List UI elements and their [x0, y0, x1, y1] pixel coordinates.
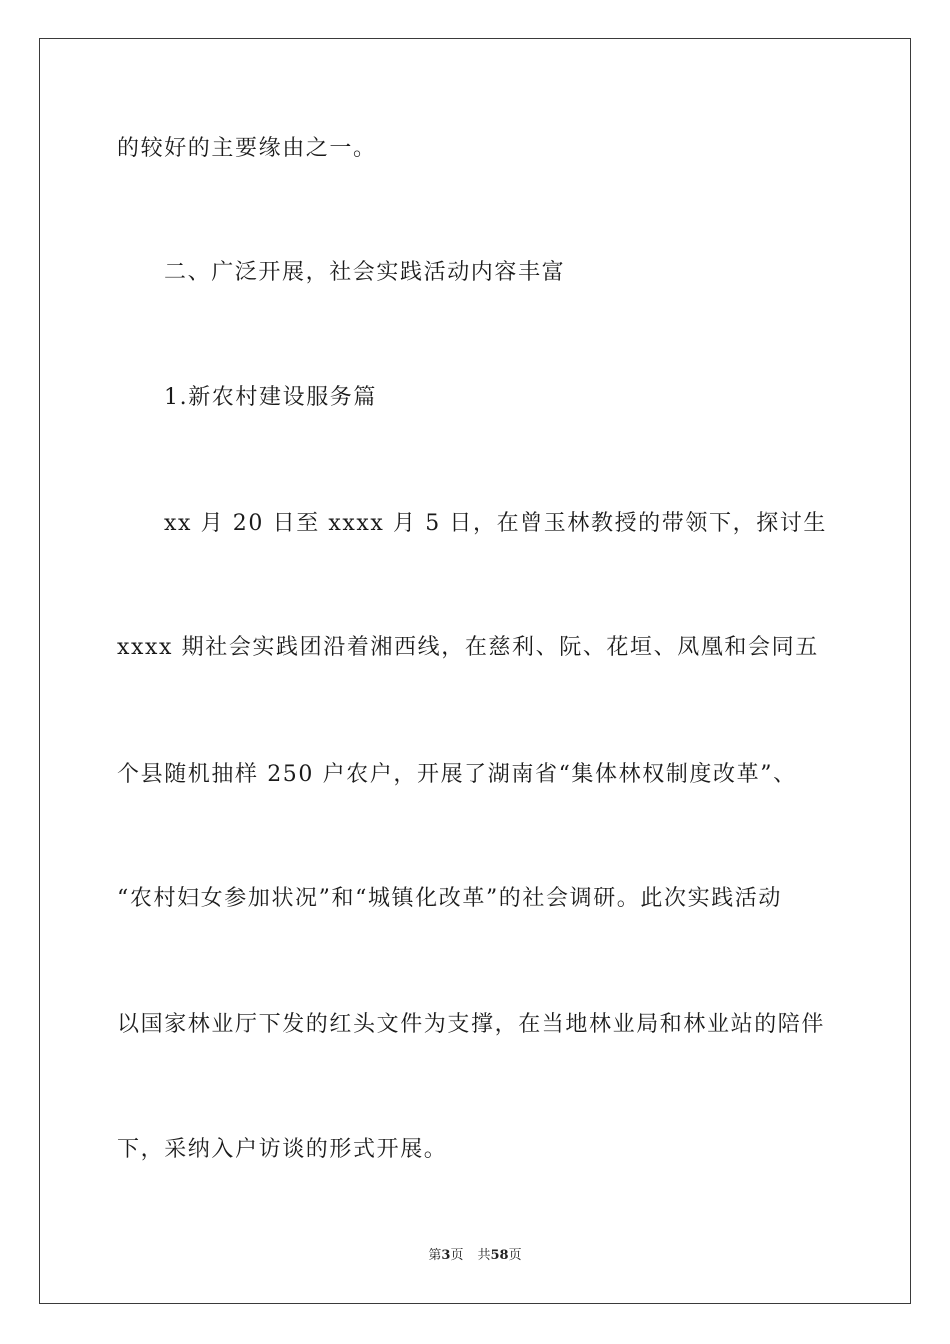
page-border: [39, 38, 911, 1304]
subsection-heading: 1.新农村建设服务篇: [164, 385, 377, 410]
section-heading: 二、广泛开展，社会实践活动内容丰富: [164, 260, 566, 285]
paragraph-line-5: 以国家林业厅下发的红头文件为支撑，在当地林业局和林业站的陪伴: [117, 1012, 826, 1037]
paragraph-line-2: xxxx 期社会实践团沿着湘西线，在慈利、阮、花垣、凤凰和会同五: [117, 635, 819, 660]
page-footer: [0, 1247, 950, 1265]
page-prefix: 第: [428, 1248, 442, 1263]
page-number: 3: [441, 1248, 451, 1263]
paragraph-line-4: “农村妇女参加状况”和“城镇化改革”的社会调研。此次实践活动: [117, 886, 782, 911]
page-suffix: 页: [450, 1248, 464, 1263]
paragraph-line-1: xx 月 20 日至 xxxx 月 5 日，在曾玉林教授的带领下，探讨生: [164, 511, 827, 536]
total-prefix: 共: [477, 1248, 491, 1263]
paragraph-line-6: 下，采纳入户访谈的形式开展。: [117, 1137, 448, 1162]
paragraph-line-3: 个县随机抽样 250 户农户，开展了湖南省“集体林权制度改革”、: [117, 762, 797, 787]
total-suffix: 页: [508, 1248, 522, 1263]
total-pages: 58: [490, 1248, 509, 1263]
body-line-1: 的较好的主要缘由之一。: [117, 136, 377, 161]
